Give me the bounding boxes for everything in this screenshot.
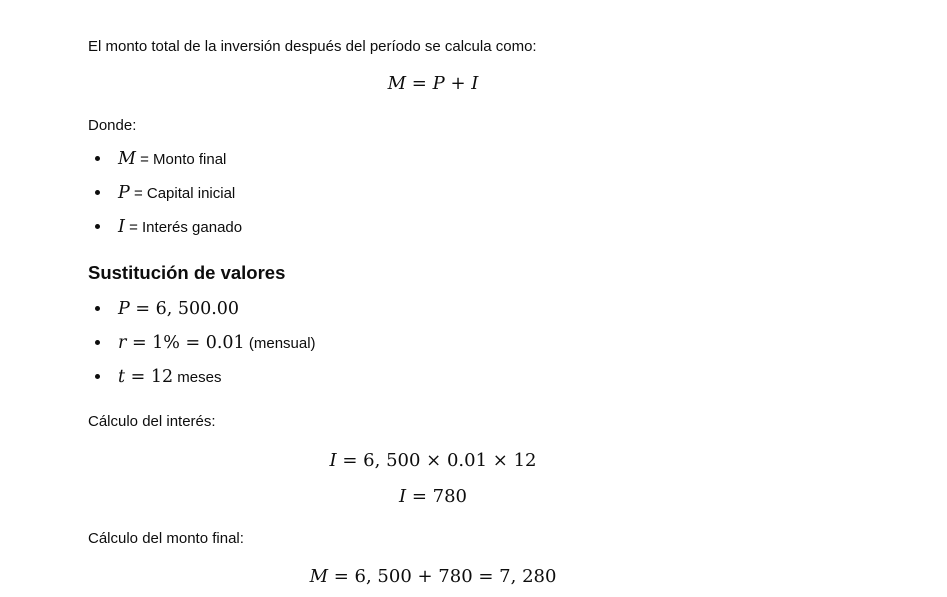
definition-text: = Capital inicial [129, 185, 236, 202]
donde-label: Donde: [88, 117, 137, 134]
list-item [88, 215, 242, 249]
total-formula [88, 72, 778, 96]
substitution-heading: Sustitución de valores [88, 262, 286, 283]
interest-label: Cálculo del interés: [88, 413, 216, 430]
list-item [88, 365, 316, 399]
value-expression: = 12 [125, 367, 174, 387]
equation-variable: M [309, 566, 328, 587]
final-equation [88, 565, 778, 589]
formula-m: M [387, 73, 407, 94]
list-item [88, 331, 316, 365]
intro-paragraph: El monto total de la inversión después del período se calcula como: [88, 38, 537, 55]
equation-expression: = 6, 500 + 780 = 7, 280 [328, 566, 557, 587]
definition-symbol: I [118, 217, 125, 237]
list-item [88, 147, 242, 181]
definition-text: = Monto final [135, 151, 227, 168]
bullet-icon [95, 340, 100, 345]
list-item [88, 181, 242, 215]
value-note: meses [173, 369, 222, 386]
value-expression: = 1% = 0.01 [126, 333, 245, 353]
value-variable: P [118, 299, 130, 319]
equation-expression: = 6, 500 × 0.01 × 12 [336, 450, 537, 471]
bullet-icon [95, 374, 100, 379]
formula-i: I [471, 73, 479, 94]
final-label: Cálculo del monto final: [88, 530, 244, 547]
definition-text: = Interés ganado [124, 219, 243, 236]
interest-equation-1 [88, 449, 778, 473]
formula-plus: + [444, 73, 472, 94]
value-expression: = 6, 500.00 [129, 299, 240, 319]
equation-variable: I [329, 450, 337, 471]
formula-p: P [432, 73, 445, 94]
values-list [88, 297, 316, 399]
equation-expression: = 780 [406, 486, 467, 507]
interest-equation-2 [88, 485, 778, 509]
bullet-icon [95, 306, 100, 311]
list-item [88, 297, 316, 331]
definition-symbol: P [118, 183, 130, 203]
bullet-icon [95, 190, 100, 195]
bullet-icon [95, 156, 100, 161]
definitions-list [88, 147, 242, 249]
value-note: (mensual) [244, 335, 316, 352]
value-variable: t [118, 367, 126, 387]
bullet-icon [95, 224, 100, 229]
equation-variable: I [398, 486, 407, 507]
definition-symbol: M [118, 149, 136, 169]
value-variable: r [118, 333, 127, 353]
formula-equals: = [406, 73, 433, 94]
